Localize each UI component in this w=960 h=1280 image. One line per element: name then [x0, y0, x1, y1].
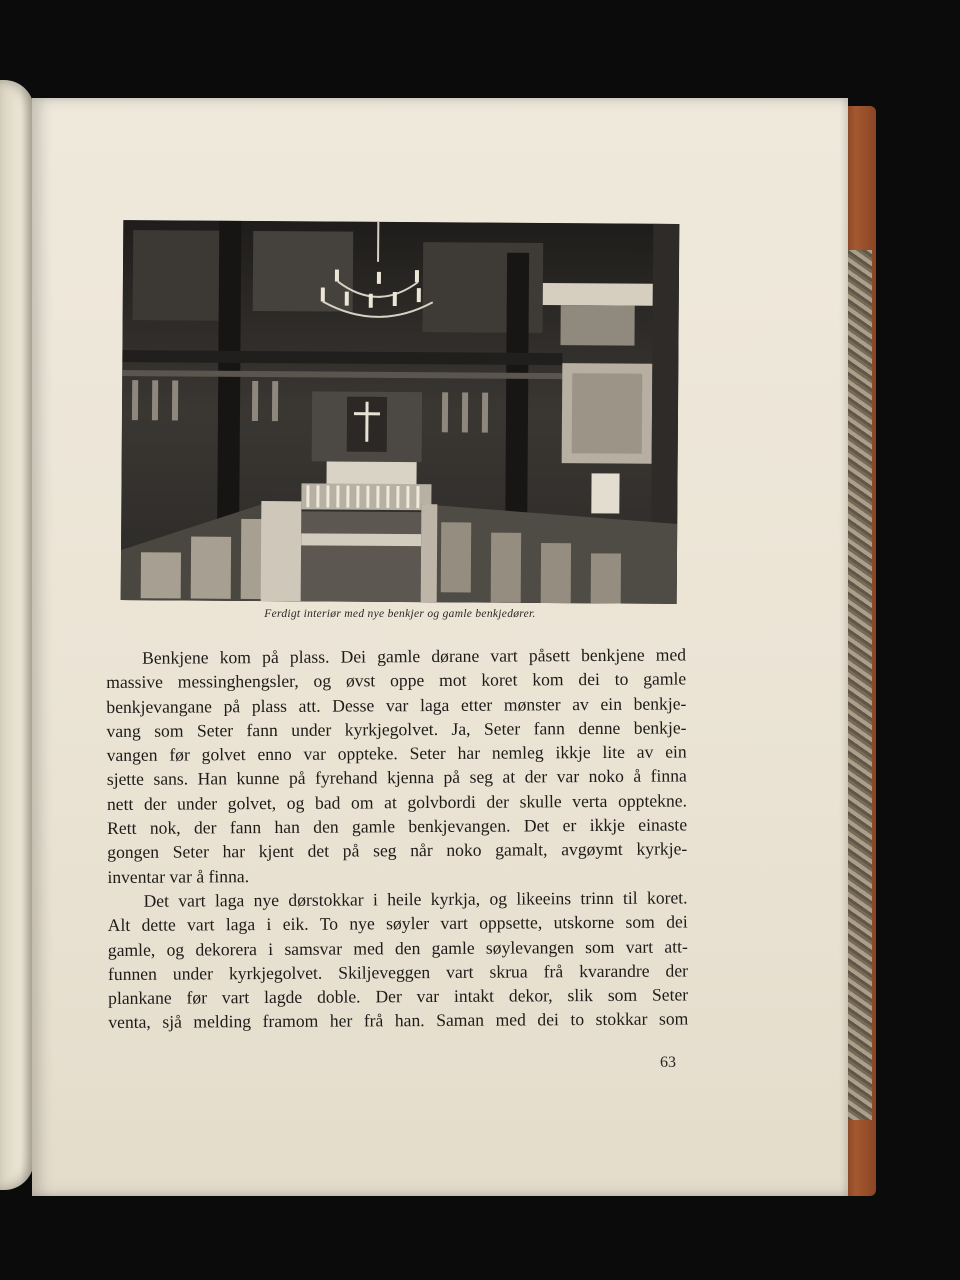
page-number: 63: [660, 1054, 676, 1071]
text-line: Benkjene kom på plass. Dei gamle dørane vart påsett benkjene med: [142, 644, 687, 668]
text-line: benkjevangane på plass att. Desse var laga etter mønster av ein benkje-: [106, 693, 687, 717]
text-line: vangen før golvet enno var oppteke. Seter har nemleg ikkje lite av ein: [106, 741, 687, 766]
text-line: Alt dette vart laga i eik. To nye søyler vart oppsette, utskorne som dei: [107, 911, 688, 936]
text-line: Det vart laga nye dørstokkar i heile kyrkja, og likeeins trinn til koret.: [143, 887, 688, 911]
text-line: funnen under kyrkjegolvet. Skiljeveggen vart skrua frå kvarandre der: [107, 960, 689, 984]
church-interior-photo: [121, 220, 680, 604]
text-line: gongen Seter har kjent det på seg når noko gamalt, avgøymt kyrkje-: [107, 838, 688, 863]
text-line: venta, sjå melding framom her frå han. Saman med dei to stokkar som: [108, 1008, 689, 1033]
body-text: [106, 642, 688, 1034]
marbled-edge: [848, 250, 872, 1120]
text-line: nett der under golvet, og bad om at golvbordi der skulle verta opptekne.: [106, 790, 688, 814]
text-line: sjette sans. Han kunne på fyrehand kjenna på seg at der var noko å finna: [106, 765, 687, 790]
text-line: massive messinghengsler, og øvst oppe mot koret kom dei to gamle: [106, 668, 687, 693]
church-interior-photo-svg: [121, 220, 680, 604]
text-line: Rett nok, der fann han den gamle benkjevangen. Det er ikkje einaste: [107, 814, 688, 839]
photo-caption: Ferdigt interiør med nye benkjer og gamle benkjedører.: [264, 608, 536, 620]
text-line: inventar var å finna.: [107, 865, 250, 887]
text-line: vang som Seter fann under kyrkjegolvet. Ja, Seter fann denne benkje-: [106, 717, 687, 741]
left-page-edge: [0, 80, 34, 1190]
text-line: plankane før vart lagde doble. Der var intakt dekor, slik som Seter: [108, 984, 689, 1009]
paragraph-2: [107, 885, 688, 1034]
paragraph-1: [106, 642, 687, 889]
book-page: [32, 98, 848, 1196]
text-line: gamle, og dekorera i samsvar med den gamle søylevangen som vart att-: [107, 936, 688, 960]
